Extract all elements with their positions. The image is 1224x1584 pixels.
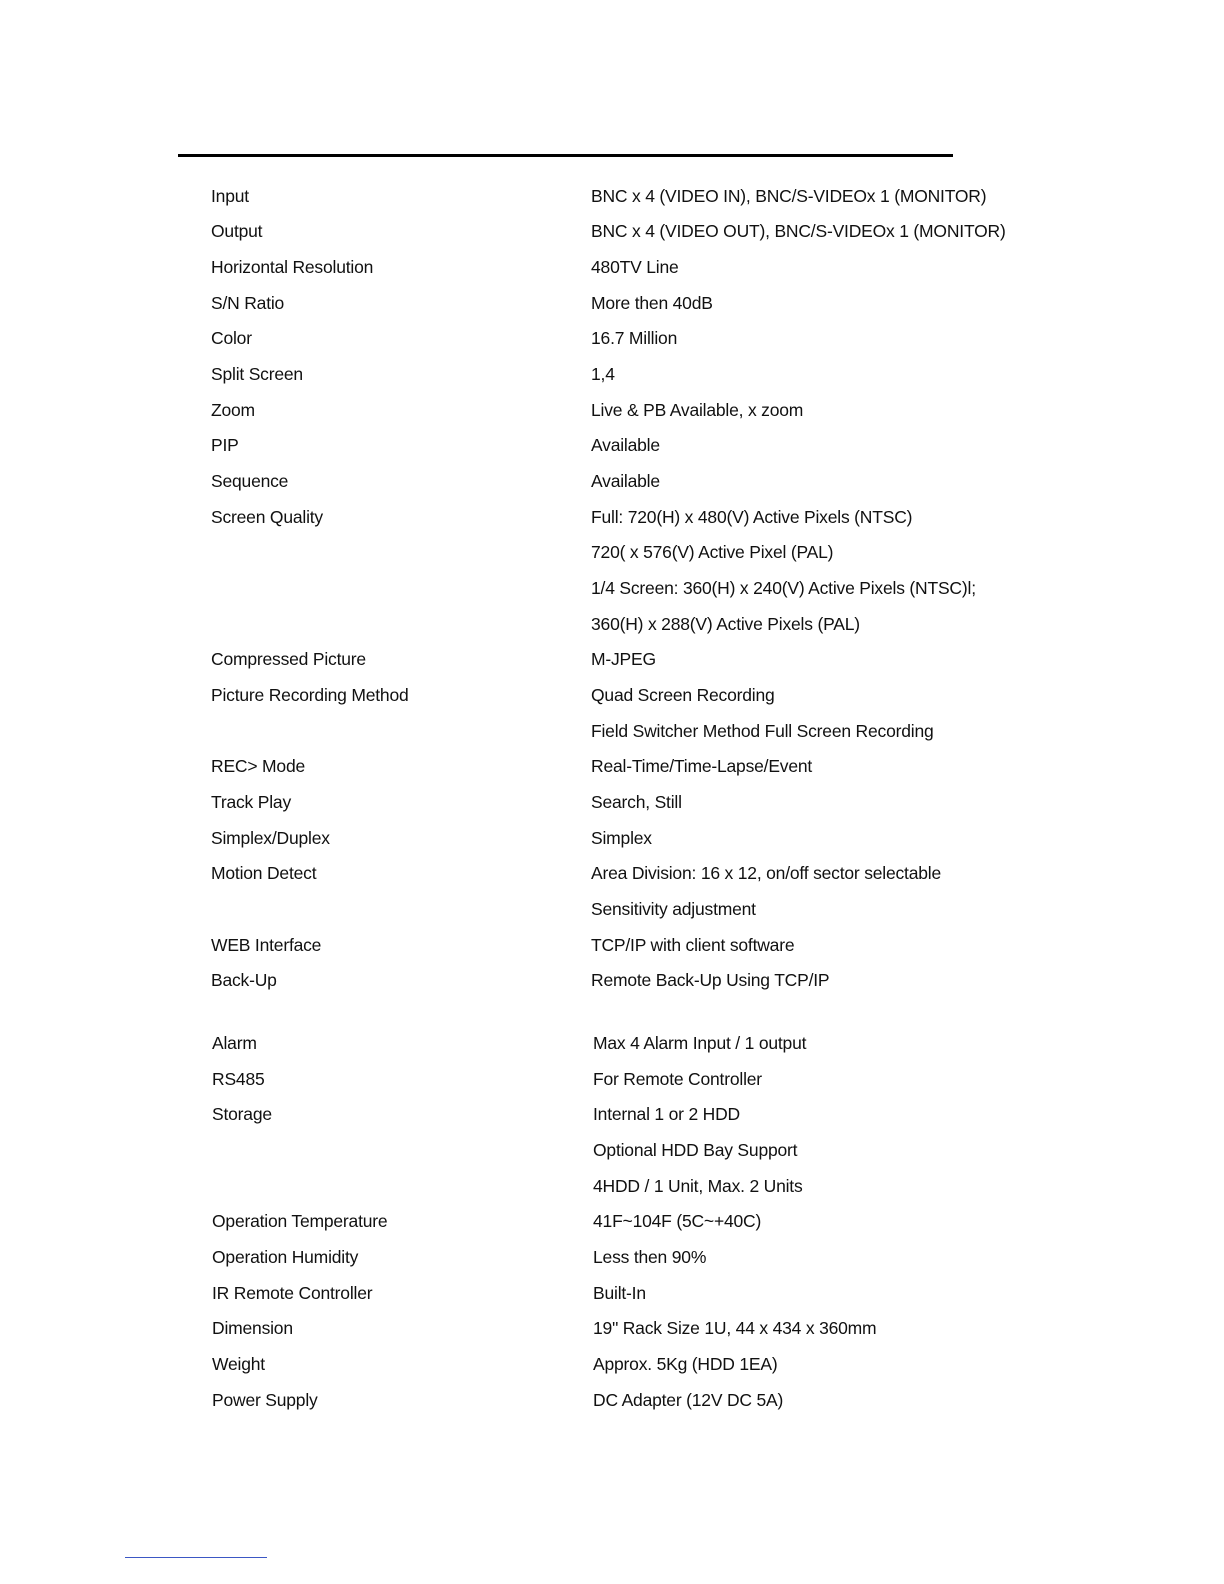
spec-row (0, 327, 1224, 363)
spec-label: Output (211, 221, 263, 241)
spec-row (0, 648, 1224, 684)
spec-label: S/N Ratio (211, 293, 285, 313)
spec-value: Search, Still (591, 792, 682, 812)
spec-row (0, 1282, 1224, 1318)
spec-label: Picture Recording Method (211, 685, 409, 705)
spec-value: 16.7 Million (591, 328, 678, 348)
spec-row (0, 363, 1224, 399)
spec-row (0, 434, 1224, 470)
spec-value: Available (591, 435, 660, 455)
spec-value: Real-Time/Time-Lapse/Event (591, 756, 813, 776)
spec-label: Weight (212, 1354, 265, 1374)
spec-row (0, 791, 1224, 827)
spec-row (0, 220, 1224, 256)
spec-value: 4HDD / 1 Unit, Max. 2 Units (593, 1176, 803, 1196)
spec-label: Alarm (212, 1033, 257, 1053)
spec-row (0, 613, 1224, 649)
spec-label: Sequence (211, 471, 289, 491)
spec-label: Input (211, 186, 249, 206)
spec-value: 1,4 (591, 364, 615, 384)
spec-value: Quad Screen Recording (591, 685, 775, 705)
spec-row (0, 1353, 1224, 1389)
spec-row (0, 577, 1224, 613)
spec-value: 360(H) x 288(V) Active Pixels (PAL) (591, 614, 860, 634)
spec-label: Screen Quality (211, 507, 323, 527)
spec-row (0, 1139, 1224, 1175)
spec-row (0, 720, 1224, 756)
spec-value: BNC x 4 (VIDEO IN), BNC/S-VIDEOx 1 (MONITOR) (591, 186, 987, 206)
spec-row (0, 541, 1224, 577)
spec-value: Area Division: 16 x 12, on/off sector selectable (591, 863, 941, 883)
spec-value: Built-In (593, 1283, 646, 1303)
spec-value: 480TV Line (591, 257, 679, 277)
spec-row (0, 827, 1224, 863)
spec-row (0, 1389, 1224, 1425)
spec-label: Track Play (211, 792, 292, 812)
spec-value: BNC x 4 (VIDEO OUT), BNC/S-VIDEOx 1 (MONITOR) (591, 221, 1006, 241)
spec-label: Simplex/Duplex (211, 828, 330, 848)
spec-label: Color (211, 328, 252, 348)
spec-row (0, 185, 1224, 221)
spec-value: Max 4 Alarm Input / 1 output (593, 1033, 807, 1053)
spec-value: More then 40dB (591, 293, 713, 313)
spec-row (0, 1175, 1224, 1211)
spec-value: TCP/IP with client software (591, 935, 795, 955)
spec-label: IR Remote Controller (212, 1283, 373, 1303)
spec-label: RS485 (212, 1069, 265, 1089)
spec-label: Back-Up (211, 970, 277, 990)
spec-label: Dimension (212, 1318, 293, 1338)
spec-value: 19" Rack Size 1U, 44 x 434 x 360mm (593, 1318, 877, 1338)
spec-value: Available (591, 471, 660, 491)
spec-row (0, 1210, 1224, 1246)
spec-label: Power Supply (212, 1390, 318, 1410)
spec-value: DC Adapter (12V DC 5A) (593, 1390, 784, 1410)
spec-row (0, 862, 1224, 898)
spec-row (0, 256, 1224, 292)
spec-value: Sensitivity adjustment (591, 899, 756, 919)
spec-value: For Remote Controller (593, 1069, 762, 1089)
spec-label: WEB Interface (211, 935, 322, 955)
spec-value: 720( x 576(V) Active Pixel (PAL) (591, 542, 834, 562)
spec-row (0, 898, 1224, 934)
spec-value: Less then 90% (593, 1247, 707, 1267)
spec-row (0, 934, 1224, 970)
spec-value: Simplex (591, 828, 652, 848)
spec-row (0, 1068, 1224, 1104)
spec-row (0, 506, 1224, 542)
spec-label: Operation Humidity (212, 1247, 359, 1267)
spec-value: 1/4 Screen: 360(H) x 240(V) Active Pixels (NTSC)l; (591, 578, 976, 598)
spec-value: Field Switcher Method Full Screen Recording (591, 721, 934, 741)
spec-row (0, 755, 1224, 791)
spec-label: Split Screen (211, 364, 303, 384)
spec-row (0, 399, 1224, 435)
spec-label: Horizontal Resolution (211, 257, 374, 277)
spec-value: M-JPEG (591, 649, 656, 669)
spec-label: REC> Mode (211, 756, 306, 776)
spec-row (0, 1032, 1224, 1068)
spec-value: Full: 720(H) x 480(V) Active Pixels (NTSC) (591, 507, 913, 527)
spec-value: 41F~104F (5C~+40C) (593, 1211, 762, 1231)
spec-row (0, 292, 1224, 328)
spec-row (0, 1103, 1224, 1139)
spec-value: Optional HDD Bay Support (593, 1140, 798, 1160)
spec-row (0, 1246, 1224, 1282)
spec-row (0, 470, 1224, 506)
spec-row (0, 969, 1224, 1005)
spec-label: Storage (212, 1104, 272, 1124)
footnote-divider (125, 1557, 267, 1558)
spec-label: Zoom (211, 400, 255, 420)
spec-row (0, 684, 1224, 720)
spec-label: Compressed Picture (211, 649, 366, 669)
spec-value: Approx. 5Kg (HDD 1EA) (593, 1354, 778, 1374)
spec-label: Operation Temperature (212, 1211, 388, 1231)
spec-label: PIP (211, 435, 239, 455)
spec-value: Live & PB Available, x zoom (591, 400, 804, 420)
spec-row (0, 1317, 1224, 1353)
spec-value: Remote Back-Up Using TCP/IP (591, 970, 830, 990)
spec-value: Internal 1 or 2 HDD (593, 1104, 740, 1124)
spec-label: Motion Detect (211, 863, 317, 883)
